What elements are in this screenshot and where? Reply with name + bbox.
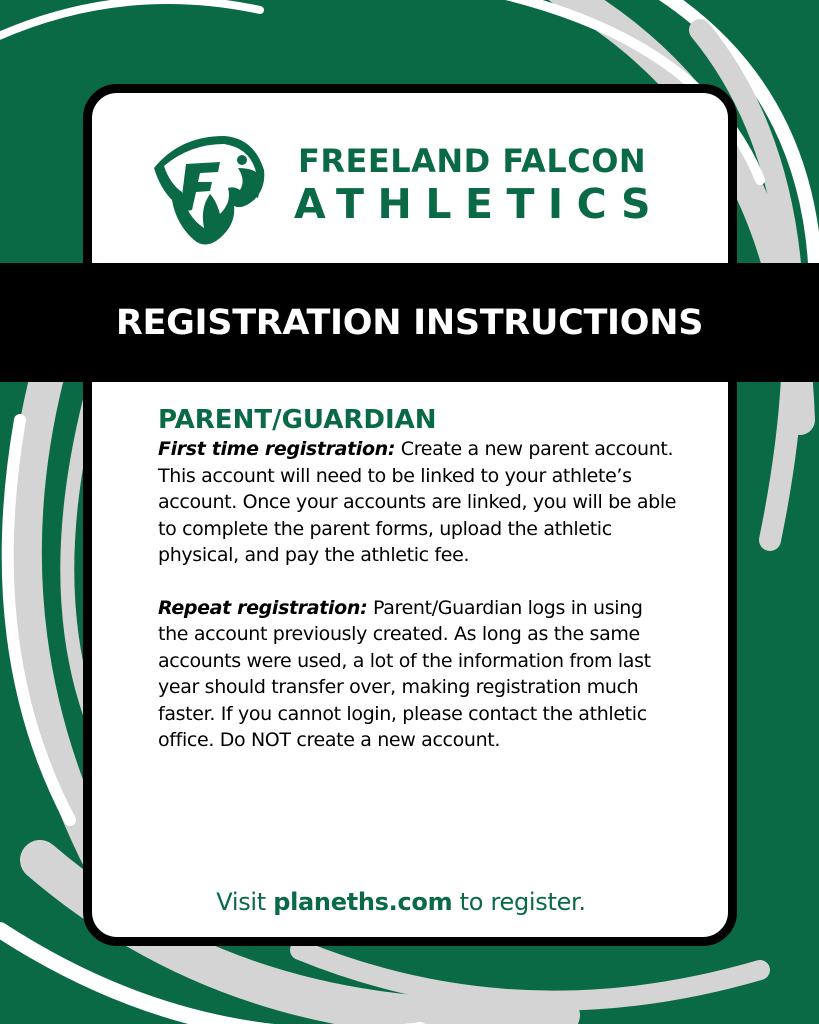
section-heading: PARENT/GUARDIAN bbox=[158, 405, 437, 435]
first-time-label: First time registration bbox=[158, 438, 388, 460]
first-time-text: Create a new parent account. This account will need to be linked to your athlete’s account. Once your accounts are linked, you will be able to complete the parent forms, upload the athletic physical, and pay the athletic fee. bbox=[158, 438, 677, 566]
brand-subtitle: ATHLETICS bbox=[294, 180, 665, 228]
footer-cta bbox=[92, 888, 710, 916]
instructions bbox=[158, 404, 678, 754]
falcon-logo-icon bbox=[150, 128, 268, 250]
title-banner bbox=[0, 263, 819, 382]
repeat-text: Parent/Guardian logs in using the account previously created. As long as the same accounts were used, a lot of the information from last year should transfer over, making registration much faster. If you cannot login, please contact the athletic office. Do NOT create a new account. bbox=[158, 596, 651, 751]
banner-title: REGISTRATION INSTRUCTIONS bbox=[115, 302, 704, 343]
brand-title: FREELAND FALCON bbox=[298, 142, 647, 180]
repeat-label: Repeat registration bbox=[158, 596, 361, 619]
repeat-paragraph bbox=[158, 595, 678, 754]
first-time-paragraph bbox=[158, 436, 678, 569]
footer-prefix: Visit bbox=[216, 888, 274, 916]
first-time-colon: : bbox=[387, 438, 396, 460]
repeat-colon: : bbox=[360, 596, 368, 619]
website-link[interactable]: planeths.com bbox=[273, 888, 453, 916]
footer-suffix: to register. bbox=[452, 888, 586, 916]
